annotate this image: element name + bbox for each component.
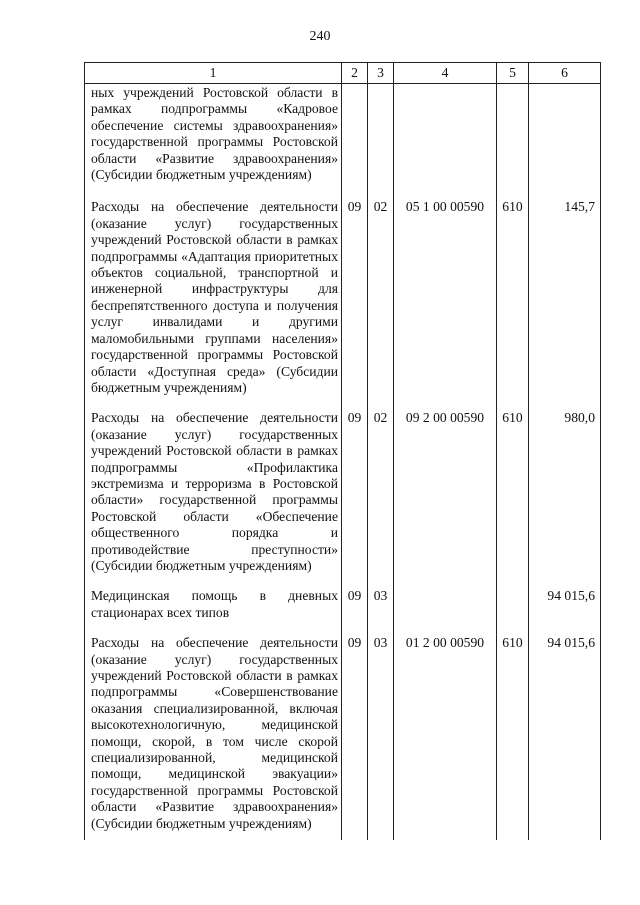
row-section: 09: [342, 635, 368, 840]
header-col-3: 3: [368, 63, 394, 84]
row-amount: [529, 84, 601, 200]
row-subsection: 02: [368, 410, 394, 588]
row-target: 01 2 00 00590: [394, 635, 497, 840]
row-subsection: [368, 84, 394, 200]
row-amount: 145,7: [529, 199, 601, 410]
budget-table: [84, 62, 601, 840]
row-description: Расходы на обеспечение деятельности (оказание услуг) государственных учреждений Ростовской области в рамках подпрограммы «Совершенствование оказания специализированной, включая высокотехнологичную, медицинской помощи, скорой, в том числе скорой специализированной, медицинской помощи, медицинской эвакуации» государственной программы Ростовской области «Развитие здравоохранения» (Субсидии бюджетным учреждениям): [85, 635, 342, 840]
row-section: 09: [342, 588, 368, 635]
row-description: Расходы на обеспечение деятельности (оказание услуг) государственных учреждений Ростовской области в рамках подпрограммы «Профилактика экстремизма и терроризма в Ростовской области» государственной программы Ростовской области «Обеспечение общественного порядка и противодействие преступности» (Субсидии бюджетным учреждениям): [85, 410, 342, 588]
row-description: Расходы на обеспечение деятельности (оказание услуг) государственных учреждений Ростовской области в рамках подпрограммы «Адаптация приоритетных объектов социальной, транспортной и инженерной инфраструктуры для беспрепятственного доступа и получения услуг инвалидами и другими маломобильными группами населения» государственной программы Ростовской области «Доступная среда» (Субсидии бюджетным учреждениям): [85, 199, 342, 410]
table-row: [85, 635, 601, 840]
row-expense-type: 610: [497, 635, 529, 840]
row-expense-type: 610: [497, 410, 529, 588]
header-col-2: 2: [342, 63, 368, 84]
row-amount: 94 015,6: [529, 635, 601, 840]
table-row: [85, 588, 601, 635]
row-expense-type: 610: [497, 199, 529, 410]
page-number: 240: [309, 29, 331, 44]
row-expense-type: [497, 588, 529, 635]
header-col-1: 1: [85, 63, 342, 84]
header-col-6: 6: [529, 63, 601, 84]
header-col-5: 5: [497, 63, 529, 84]
row-target: 05 1 00 00590: [394, 199, 497, 410]
header-col-4: 4: [394, 63, 497, 84]
table-row: [85, 410, 601, 588]
row-description: Медицинская помощь в дневных стационарах всех типов: [85, 588, 342, 635]
table-header-row: [85, 63, 601, 84]
row-section: [342, 84, 368, 200]
row-target: [394, 588, 497, 635]
row-subsection: 02: [368, 199, 394, 410]
row-subsection: 03: [368, 635, 394, 840]
row-description: ных учреждений Ростовской области в рамках подпрограммы «Кадровое обеспечение системы здравоохранения» государственной программы Ростовской области «Развитие здравоохранения» (Субсидии бюджетным учреждениям): [85, 84, 342, 200]
row-amount: 980,0: [529, 410, 601, 588]
row-section: 09: [342, 199, 368, 410]
row-amount: 94 015,6: [529, 588, 601, 635]
row-expense-type: [497, 84, 529, 200]
row-target: 09 2 00 00590: [394, 410, 497, 588]
row-subsection: 03: [368, 588, 394, 635]
row-section: 09: [342, 410, 368, 588]
table-row: [85, 84, 601, 200]
table-row: [85, 199, 601, 410]
row-target: [394, 84, 497, 200]
